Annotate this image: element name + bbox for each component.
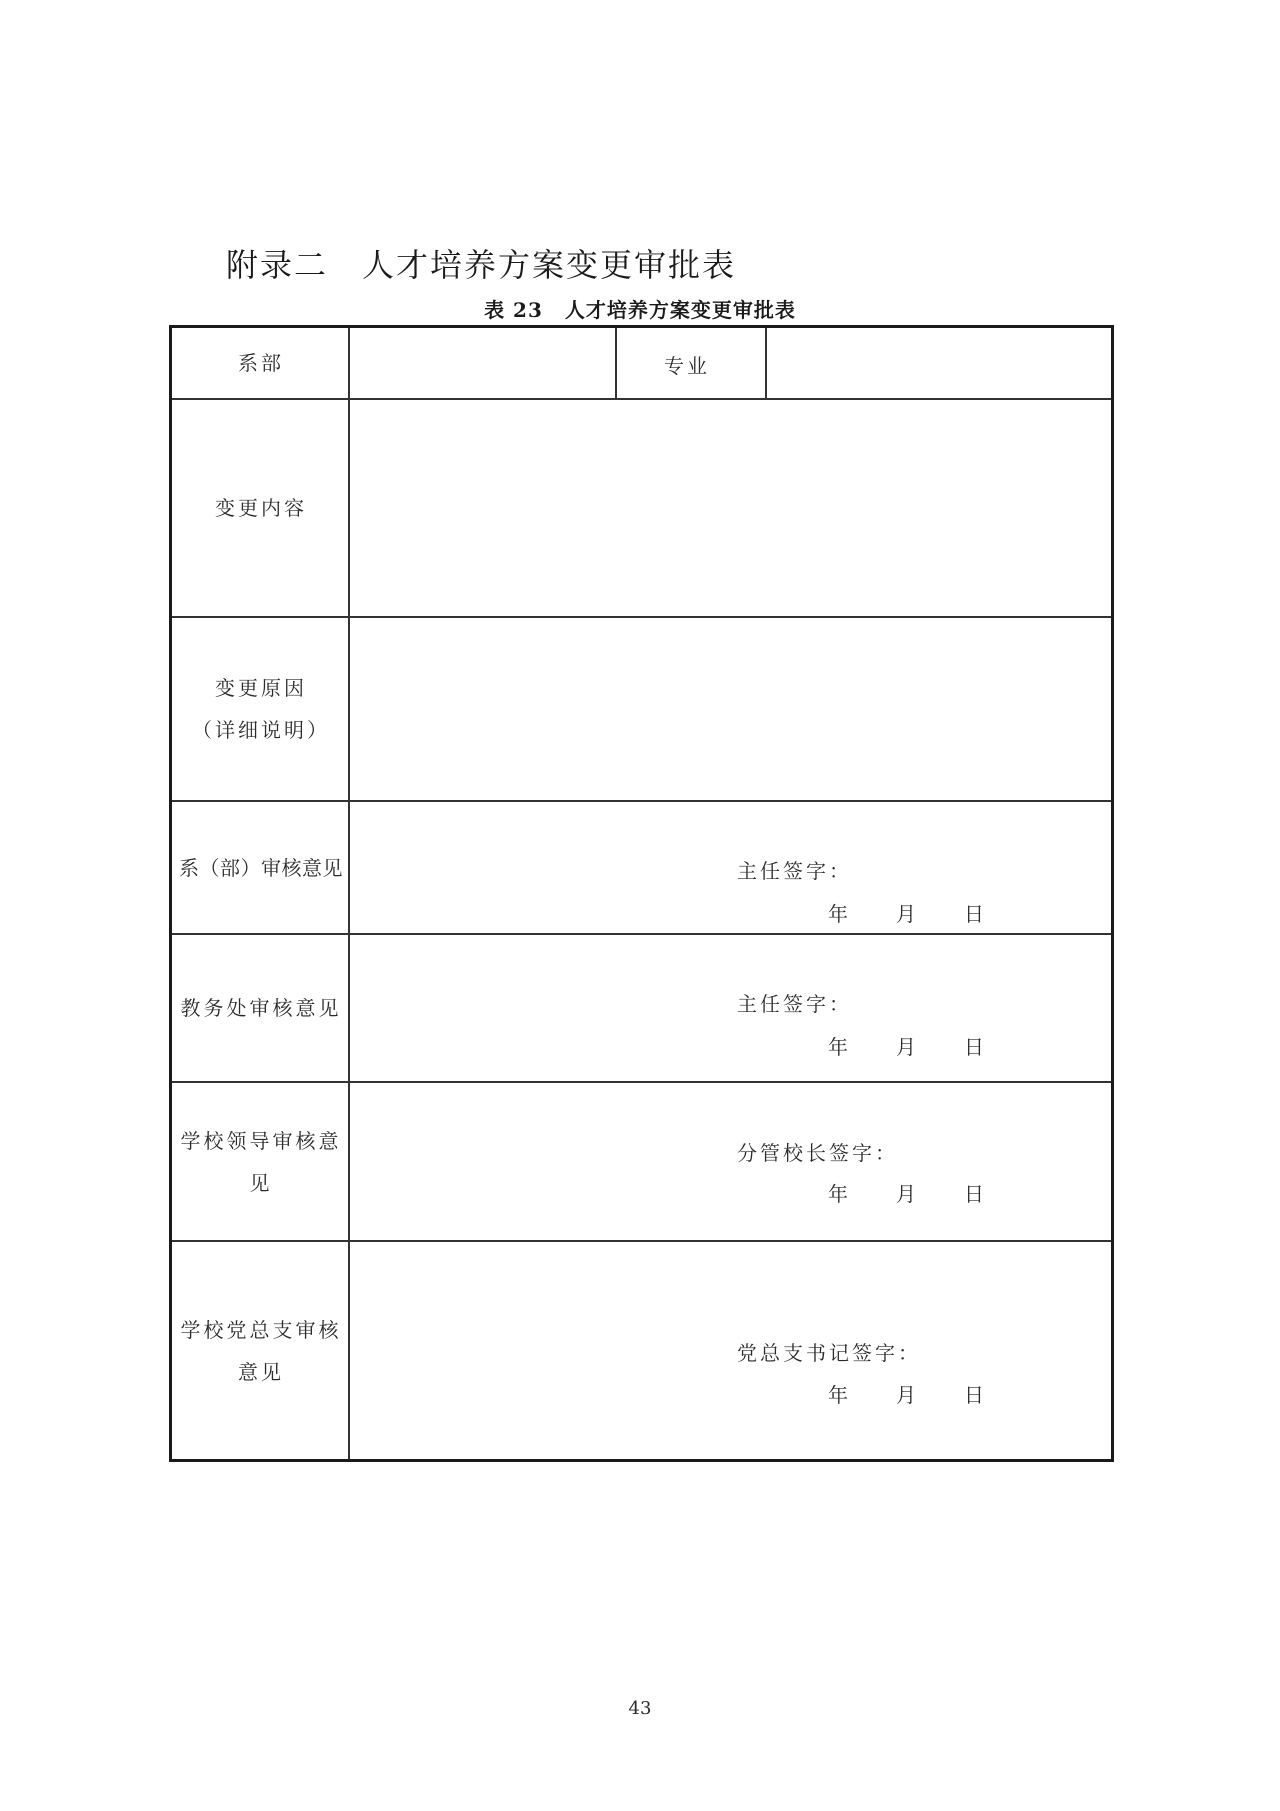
- change-content-label: 变更内容: [215, 496, 307, 520]
- department-review-label: 系（部）审核意见: [179, 855, 343, 880]
- signature-date: 年 月 日: [828, 902, 984, 926]
- caption-title: 人才培养方案变更审批表: [564, 298, 796, 322]
- major-label: 专业: [664, 354, 710, 378]
- change-content-field[interactable]: [350, 400, 1111, 616]
- change-reason-field[interactable]: [350, 618, 1111, 800]
- page-heading: [226, 240, 736, 286]
- heading-title: 人才培养方案变更审批表: [362, 246, 737, 284]
- department-label: 系部: [238, 351, 284, 375]
- heading-prefix: 附录二: [226, 246, 329, 284]
- signature-date: 年 月 日: [828, 1383, 984, 1407]
- academic-affairs-review-label: 教务处审核意见: [180, 996, 342, 1020]
- table-caption: [0, 294, 1280, 323]
- signature-date: 年 月 日: [828, 1035, 984, 1059]
- change-reason-label: 变更原因 （详细说明）: [192, 676, 330, 742]
- signature-date: 年 月 日: [828, 1182, 984, 1206]
- vice-principal-signature-label: 分管校长签字：: [737, 1141, 898, 1165]
- department-field[interactable]: [350, 328, 615, 398]
- director-signature-label: 主任签字：: [737, 859, 852, 883]
- caption-prefix: 表 23: [484, 298, 543, 322]
- header-divider-1: [615, 328, 617, 398]
- major-field[interactable]: [767, 328, 1111, 398]
- party-secretary-signature-label: 党总支书记签字：: [737, 1341, 921, 1365]
- school-leader-review-label: 学校领导审核意 见: [180, 1128, 342, 1195]
- page-number: 43: [628, 1698, 652, 1719]
- director-signature-label: 主任签字：: [737, 992, 852, 1016]
- approval-form-table: [169, 325, 1114, 1462]
- party-branch-review-label: 学校党总支审核 意见: [180, 1317, 342, 1384]
